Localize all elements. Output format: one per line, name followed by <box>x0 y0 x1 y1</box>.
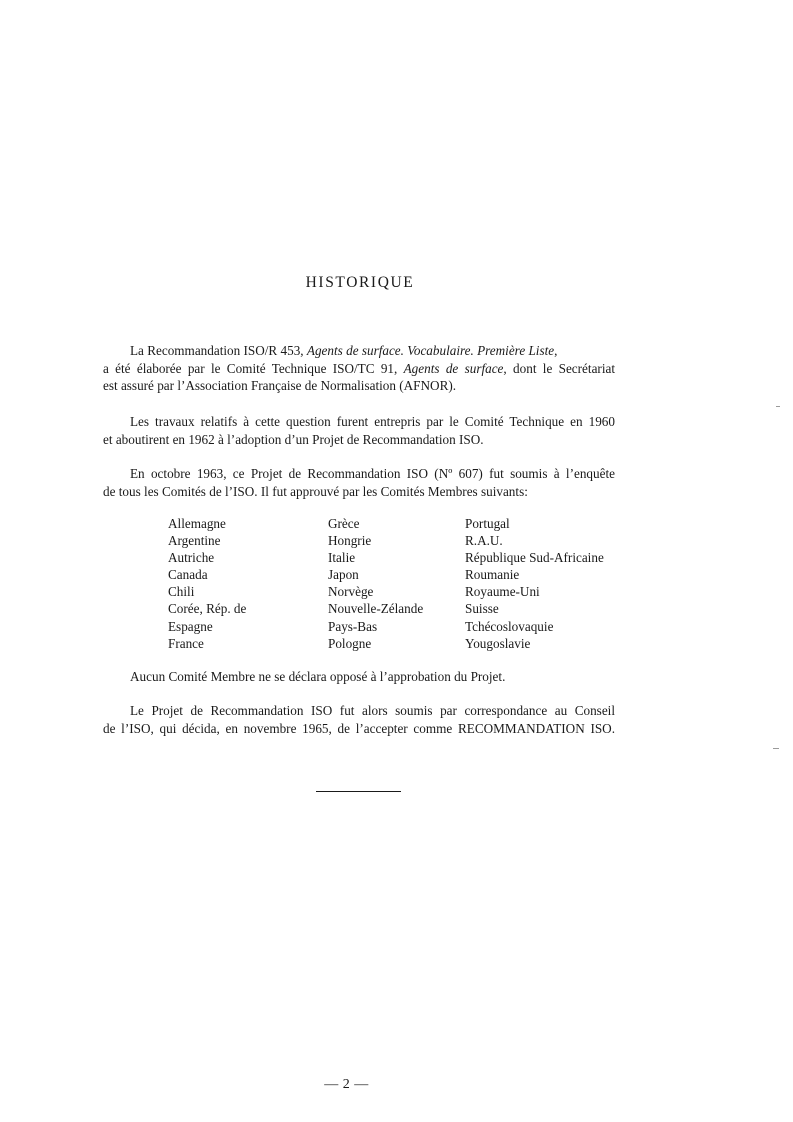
paragraph-origin-line-1: La Recommandation ISO/R 453, Agents de surface. Vocabulaire. Première Liste, <box>130 343 558 358</box>
country-name: Pologne <box>328 635 372 651</box>
paragraph-work-line-1: Les travaux relatifs à cette question furent entrepris par le Comité Technique en 1960 <box>130 414 615 429</box>
page-title: HISTORIQUE <box>305 274 415 291</box>
country-name: République Sud-Africaine <box>465 550 604 566</box>
scan-margin-mark <box>773 748 779 749</box>
countries-column-1 <box>168 515 246 652</box>
document-title-italic: Agents de surface. Vocabulaire. Première Liste <box>306 343 555 358</box>
country-name: Grèce <box>328 516 360 531</box>
country-name: R.A.U. <box>465 533 503 549</box>
paragraph-enquiry-line-2: de tous les Comités de l’ISO. Il fut approuvé par les Comités Membres suivants: <box>103 483 528 499</box>
country-name: Canada <box>168 567 208 583</box>
paragraph-work <box>103 413 615 448</box>
paragraph-no-opposition-line-1: Aucun Comité Membre ne se déclara opposé à l’approbation du Projet. <box>130 669 506 684</box>
paragraph-origin <box>103 342 615 395</box>
paragraph-origin-line-2: a été élaborée par le Comité Technique ISO/TC 91, Agents de surface, dont le Secrétariat <box>103 360 615 376</box>
country-name: Autriche <box>168 550 215 566</box>
country-name: Allemagne <box>168 516 226 531</box>
country-name: Tchécoslovaquie <box>465 618 554 634</box>
country-name: Italie <box>328 550 356 566</box>
country-name: Pays-Bas <box>328 618 378 634</box>
paragraph-no-opposition <box>103 668 615 686</box>
country-name: Hongrie <box>328 533 372 549</box>
committee-name-italic: Agents de surface <box>403 360 504 376</box>
country-name: Roumanie <box>465 567 520 583</box>
paragraph-enquiry-line-1: En octobre 1963, ce Projet de Recommandation ISO (Nº 607) fut soumis à l’enquête <box>130 466 615 481</box>
page-number: — 2 — <box>324 1077 369 1092</box>
country-name: Chili <box>168 584 195 600</box>
country-name: Espagne <box>168 618 213 634</box>
country-name: Nouvelle-Zélande <box>328 601 424 617</box>
paragraph-acceptance <box>103 702 615 737</box>
country-name: Yougoslavie <box>465 635 531 651</box>
country-name: Royaume-Uni <box>465 584 540 600</box>
country-name: Portugal <box>465 516 510 531</box>
scan-margin-mark <box>776 406 780 407</box>
country-name: Corée, Rép. de <box>168 601 247 617</box>
country-name: Norvège <box>328 584 374 600</box>
country-name: Japon <box>328 567 359 583</box>
country-name: Argentine <box>168 533 221 549</box>
paragraph-acceptance-line-1: Le Projet de Recommandation ISO fut alors soumis par correspondance au Conseil <box>130 703 615 718</box>
section-divider-rule <box>316 791 401 792</box>
paragraph-origin-line-3: est assuré par l’Association Française de Normalisation (AFNOR). <box>103 378 457 393</box>
paragraph-acceptance-line-2: de l’ISO, qui décida, en novembre 1965, de l’accepter comme RECOMMANDATION ISO. <box>103 720 615 736</box>
country-name: France <box>168 635 204 651</box>
country-name: Suisse <box>465 601 499 617</box>
member-countries-list <box>168 515 628 655</box>
countries-column-2 <box>328 515 423 652</box>
countries-column-3 <box>465 515 604 652</box>
paragraph-work-line-2: et aboutirent en 1962 à l’adoption d’un Projet de Recommandation ISO. <box>103 431 484 447</box>
paragraph-enquiry <box>103 465 615 500</box>
